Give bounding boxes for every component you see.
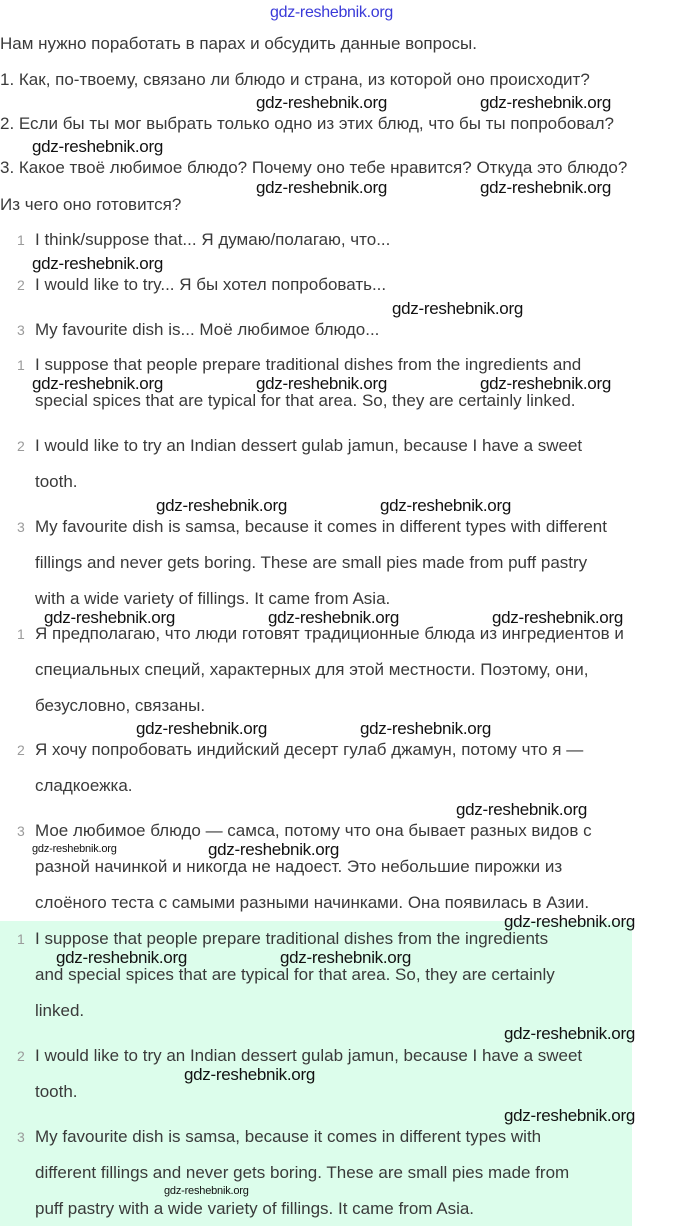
list-number: 1: [17, 357, 25, 373]
watermark: gdz-reshebnik.org: [32, 254, 163, 273]
watermark: gdz-reshebnik.org: [360, 719, 491, 738]
answer-ru-line: Я предполагаю, что люди готовят традиционные блюда из ингредиентов и: [35, 624, 624, 643]
list-number: 2: [17, 742, 25, 758]
watermark: gdz-reshebnik.org: [392, 299, 523, 318]
answer-ru-line: специальных специй, характерных для этой местности. Поэтому, они,: [35, 660, 589, 679]
list-number: 1: [17, 626, 25, 642]
answer-highlighted-line: tooth.: [35, 1082, 78, 1101]
answer-en-line: My favourite dish is samsa, because it comes in different types with different: [35, 517, 607, 536]
phrase-text: My favourite dish is... Моё любимое блюдо...: [35, 320, 380, 339]
answer-en-line: I suppose that people prepare traditional dishes from the ingredients and: [35, 355, 582, 374]
watermark: gdz-reshebnik.org: [32, 374, 163, 393]
watermark: gdz-reshebnik.org: [208, 840, 339, 859]
list-number: 1: [17, 931, 25, 947]
answer-en-line: fillings and never gets boring. These are small pies made from puff pastry: [35, 553, 588, 572]
answer-highlighted-line: and special spices that are typical for that area. So, they are certainly: [35, 965, 555, 984]
watermark: gdz-reshebnik.org: [480, 374, 611, 393]
list-number: 3: [17, 322, 25, 338]
answer-highlighted-line: I suppose that people prepare traditional dishes from the ingredients: [35, 929, 549, 948]
answer-highlighted-line: different fillings and never gets boring. These are small pies made from: [35, 1163, 570, 1182]
answer-ru-line: слоёного теста с самыми разными начинками. Она появилась в Азии.: [35, 893, 590, 912]
phrase-text: I think/suppose that... Я думаю/полагаю, что...: [35, 230, 391, 249]
list-number: 2: [17, 1048, 25, 1064]
watermark: gdz-reshebnik.org: [504, 912, 635, 931]
watermark: gdz-reshebnik.org: [492, 608, 623, 627]
question-text: 3. Какое твоё любимое блюдо? Почему оно тебе нравится? Откуда это блюдо?: [0, 158, 628, 177]
watermark: gdz-reshebnik.org: [32, 137, 163, 156]
watermark: gdz-reshebnik.org: [380, 496, 511, 515]
list-number: 1: [17, 232, 25, 248]
watermark: gdz-reshebnik.org: [56, 948, 187, 967]
answer-en-line: tooth.: [35, 472, 78, 491]
watermark: gdz-reshebnik.org: [480, 178, 611, 197]
watermark: gdz-reshebnik.org: [136, 719, 267, 738]
watermark: gdz-reshebnik.org: [280, 948, 411, 967]
answer-en-line: with a wide variety of fillings. It came from Asia.: [35, 589, 391, 608]
watermark-link[interactable]: gdz-reshebnik.org: [270, 4, 393, 21]
answer-highlighted-line: My favourite dish is samsa, because it comes in different types with: [35, 1127, 542, 1146]
watermark: gdz-reshebnik.org: [268, 608, 399, 627]
answer-ru-line: Я хочу попробовать индийский десерт гулаб джамун, потому что я —: [35, 740, 584, 759]
list-number: 3: [17, 1129, 25, 1145]
watermark: gdz-reshebnik.org: [44, 608, 175, 627]
watermark: gdz-reshebnik.org: [184, 1065, 315, 1084]
answer-highlighted-line: puff pastry with a wide variety of fillings. It came from Asia.: [35, 1199, 475, 1218]
watermark: gdz-reshebnik.org: [256, 374, 387, 393]
list-number: 3: [17, 823, 25, 839]
answer-highlighted-line: linked.: [35, 1001, 85, 1020]
watermark: gdz-reshebnik.org: [164, 1185, 249, 1197]
question-text: Из чего оно готовится?: [0, 195, 182, 214]
answer-ru-line: Мое любимое блюдо — самса, потому что она бывает разных видов с: [35, 821, 592, 840]
list-number: 2: [17, 438, 25, 454]
watermark: gdz-reshebnik.org: [156, 496, 287, 515]
watermark: gdz-reshebnik.org: [504, 1024, 635, 1043]
answer-highlighted-line: I would like to try an Indian dessert gulab jamun, because I have a sweet: [35, 1046, 583, 1065]
watermark: gdz-reshebnik.org: [256, 178, 387, 197]
phrase-text: I would like to try... Я бы хотел попробовать...: [35, 275, 387, 294]
answer-en-line: I would like to try an Indian dessert gulab jamun, because I have a sweet: [35, 436, 583, 455]
watermark: gdz-reshebnik.org: [32, 843, 117, 855]
answer-ru-line: разной начинкой и никогда не надоест. Это небольшие пирожки из: [35, 857, 563, 876]
watermark: gdz-reshebnik.org: [504, 1106, 635, 1125]
question-text: 1. Как, по-твоему, связано ли блюдо и страна, из которой оно происходит?: [0, 70, 590, 89]
watermark: gdz-reshebnik.org: [480, 93, 611, 112]
list-number: 3: [17, 519, 25, 535]
list-number: 2: [17, 277, 25, 293]
watermark: gdz-reshebnik.org: [456, 800, 587, 819]
question-text: 2. Если бы ты мог выбрать только одно из этих блюд, что бы ты попробовал?: [0, 114, 615, 133]
answer-ru-line: сладкоежка.: [35, 776, 133, 795]
watermark: gdz-reshebnik.org: [256, 93, 387, 112]
answer-en-line: special spices that are typical for that area. So, they are certainly linked.: [35, 391, 576, 410]
intro-text: Нам нужно поработать в парах и обсудить данные вопросы.: [0, 34, 477, 53]
answer-ru-line: безусловно, связаны.: [35, 696, 206, 715]
